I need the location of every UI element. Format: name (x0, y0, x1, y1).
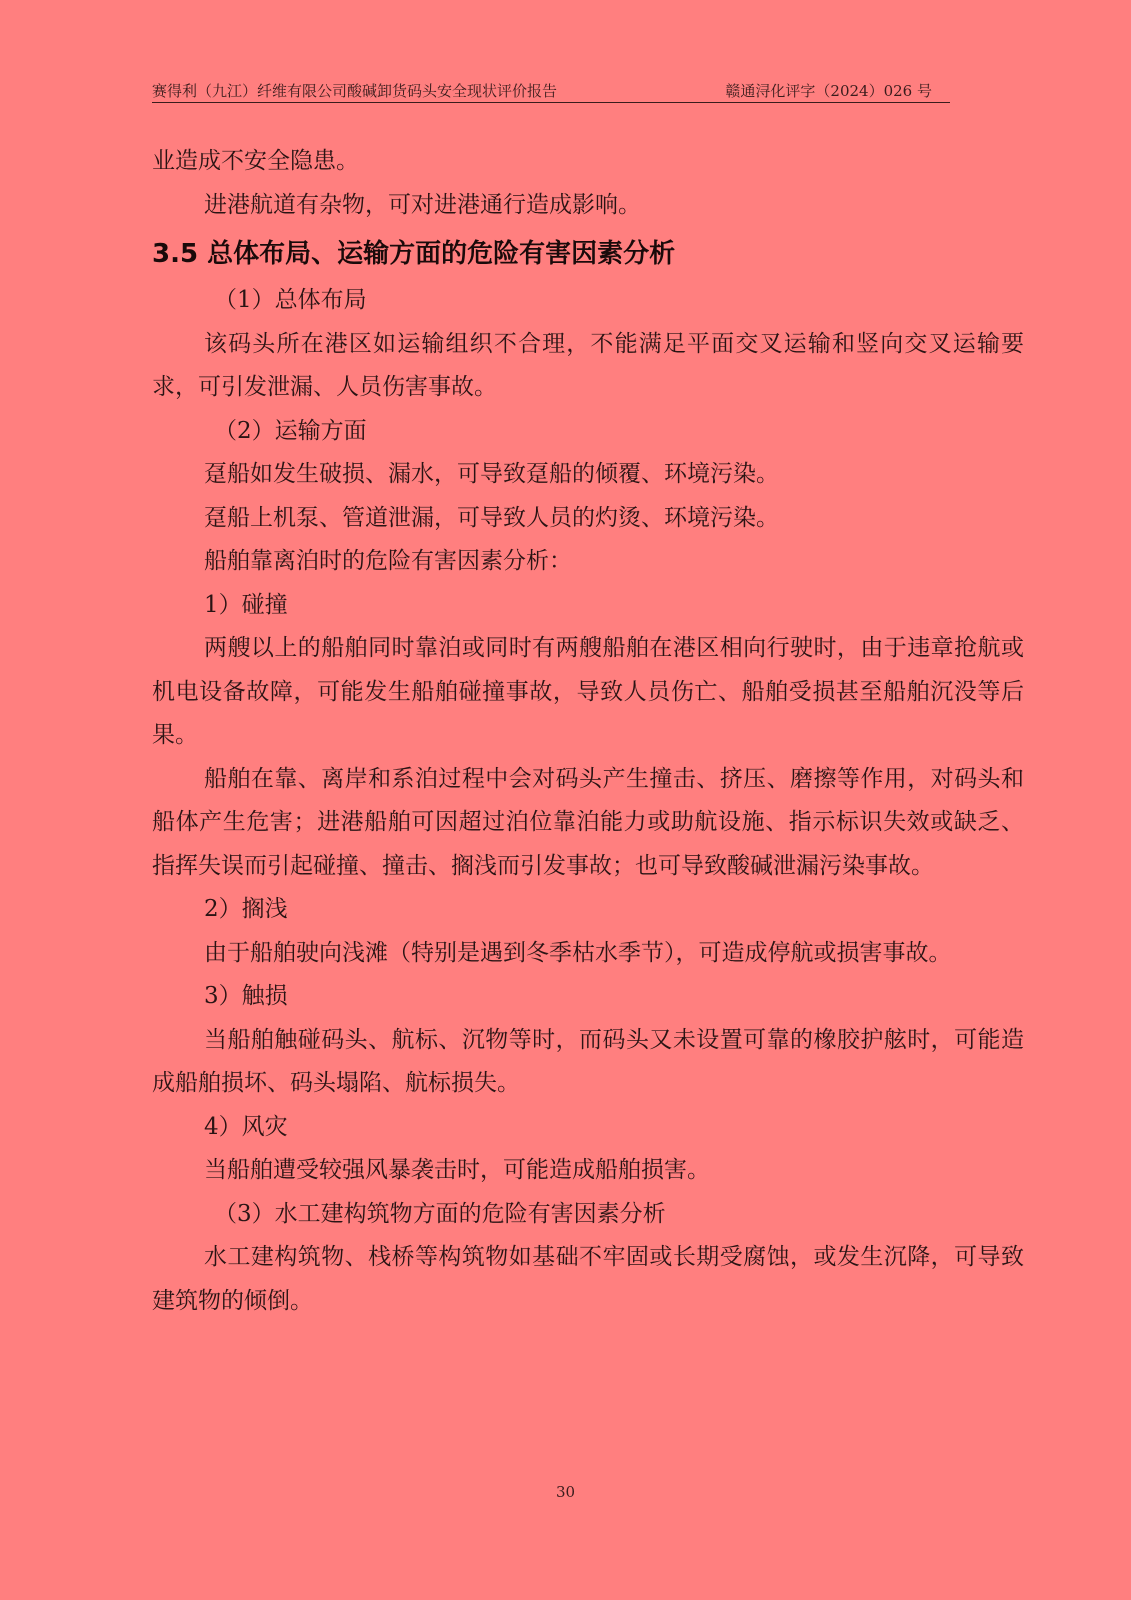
paragraph: 船舶在靠、离岸和系泊过程中会对码头产生撞击、挤压、磨擦等作用，对码头和船体产生危害；进港船舶可因超过泊位靠泊能力或助航设施、指示标识失效或缺乏、指挥失误而引起碰撞、撞击、搁浅而引发事故；也可导致酸碱泄漏污染事故。 (152, 765, 1024, 879)
paragraph: 由于船舶驶向浅滩（特别是遇到冬季枯水季节），可造成停航或损害事故。 (204, 939, 952, 966)
section-heading: 3.5 总体布局、运输方面的危险有害因素分析 (152, 239, 676, 269)
paragraph: 当船舶触碰码头、航标、沉物等时，而码头又未设置可靠的橡胶护舷时，可能造成船舶损坏、码头塌陷、航标损失。 (152, 1026, 1024, 1096)
subsection-title: （3）水工建构筑物方面的危险有害因素分析 (214, 1200, 666, 1227)
paragraph: 船舶靠离泊时的危险有害因素分析： (204, 548, 572, 574)
list-item-heading: 1）碰撞 (204, 591, 288, 618)
list-item-heading: 3）触损 (204, 983, 288, 1009)
paragraph: 趸船上机泵、管道泄漏，可导致人员的灼烫、环境污染。 (204, 504, 779, 531)
paragraph: 进港航道有杂物，可对进港通行造成影响。 (204, 191, 641, 218)
list-item-heading: 2）搁浅 (204, 896, 288, 922)
header-report-title: 赛得利（九江）纤维有限公司酸碱卸货码头安全现状评价报告 (152, 82, 558, 100)
paragraph: 水工建构筑物、栈桥等构筑物如基础不牢固或长期受腐蚀，或发生沉降，可导致建筑物的倾倒。 (152, 1244, 1024, 1314)
paragraph: 该码头所在港区如运输组织不合理，不能满足平面交叉运输和竖向交叉运输要求，可引发泄漏、人员伤害事故。 (152, 330, 1024, 400)
subsection-title: （1）总体布局 (214, 287, 367, 313)
paragraph: 业造成不安全隐患。 (152, 148, 359, 174)
page-number: 30 (555, 1483, 576, 1501)
page-header (152, 80, 950, 103)
header-document-number: 赣通浔化评字（2024）026 号 (725, 82, 932, 100)
document-body (152, 140, 1024, 1323)
paragraph: 当船舶遭受较强风暴袭击时，可能造成船舶损害。 (204, 1157, 710, 1183)
paragraph: 两艘以上的船舶同时靠泊或同时有两艘船舶在港区相向行驶时，由于违章抢航或机电设备故障，可能发生船舶碰撞事故，导致人员伤亡、船舶受损甚至船舶沉没等后果。 (152, 635, 1024, 748)
paragraph: 趸船如发生破损、漏水，可导致趸船的倾覆、环境污染。 (204, 461, 779, 487)
subsection-title: （2）运输方面 (214, 417, 367, 444)
list-item-heading: 4）风灾 (204, 1113, 288, 1140)
